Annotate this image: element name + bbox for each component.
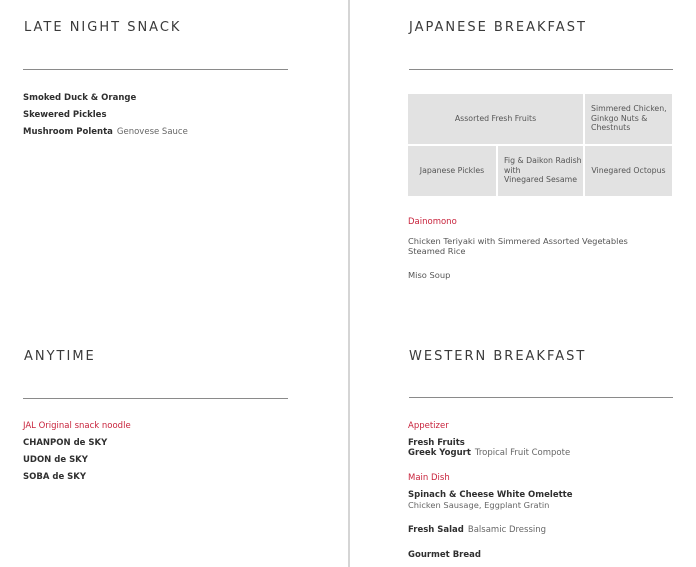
- snack-noodle-label: JAL Original snack noodle: [23, 421, 131, 431]
- menu-item-note: Balsamic Dressing: [467, 525, 547, 535]
- miso-soup: Miso Soup: [408, 270, 451, 280]
- menu-item-note: Tropical Fruit Compote: [474, 448, 571, 458]
- grid-cell-octopus: Vinegared Octopus: [585, 146, 672, 196]
- appetizer-label: Appetizer: [408, 421, 449, 431]
- anytime-rule: [23, 398, 288, 399]
- menu-item: Spinach & Cheese White Omelette: [408, 490, 573, 500]
- menu-item-note: Chicken Sausage, Eggplant Gratin: [408, 500, 550, 510]
- late-night-snack-title: LATE NIGHT SNACK: [24, 20, 182, 35]
- late-night-rule: [23, 69, 288, 70]
- grid-cell-chicken: Simmered Chicken, Ginkgo Nuts & Chestnuts: [585, 94, 672, 144]
- dainomono-line: Steamed Rice: [408, 246, 466, 256]
- japanese-rule: [409, 69, 673, 70]
- western-rule: [409, 397, 673, 398]
- dainomono-line: Chicken Teriyaki with Simmered Assorted Vegetables: [408, 236, 628, 246]
- menu-item: Skewered Pickles: [23, 110, 107, 120]
- menu-item: UDON de SKY: [23, 455, 88, 465]
- grid-cell-radish: Fig & Daikon Radish with Vinegared Sesame: [498, 146, 583, 196]
- main-dish-label: Main Dish: [408, 473, 450, 483]
- menu-item: SOBA de SKY: [23, 472, 87, 482]
- grid-cell-pickles: Japanese Pickles: [408, 146, 496, 196]
- menu-item: Mushroom Polenta Genovese Sauce: [23, 127, 188, 137]
- right-column: [350, 0, 696, 567]
- anytime-title: ANYTIME: [24, 349, 96, 364]
- menu-item: Fresh Fruits: [408, 438, 465, 448]
- japanese-breakfast-title: JAPANESE BREAKFAST: [409, 20, 587, 35]
- menu-item: CHANPON de SKY: [23, 438, 108, 448]
- menu-item: Gourmet Bread: [408, 550, 481, 560]
- menu-item: Smoked Duck & Orange: [23, 93, 137, 103]
- dainomono-label: Dainomono: [408, 217, 457, 227]
- menu-item: Greek Yogurt Tropical Fruit Compote: [408, 448, 571, 458]
- grid-cell-fruits: Assorted Fresh Fruits: [408, 94, 583, 144]
- menu-item: Fresh Salad Balsamic Dressing: [408, 525, 547, 535]
- western-breakfast-title: WESTERN BREAKFAST: [409, 349, 587, 364]
- menu-item-note: Genovese Sauce: [116, 127, 188, 137]
